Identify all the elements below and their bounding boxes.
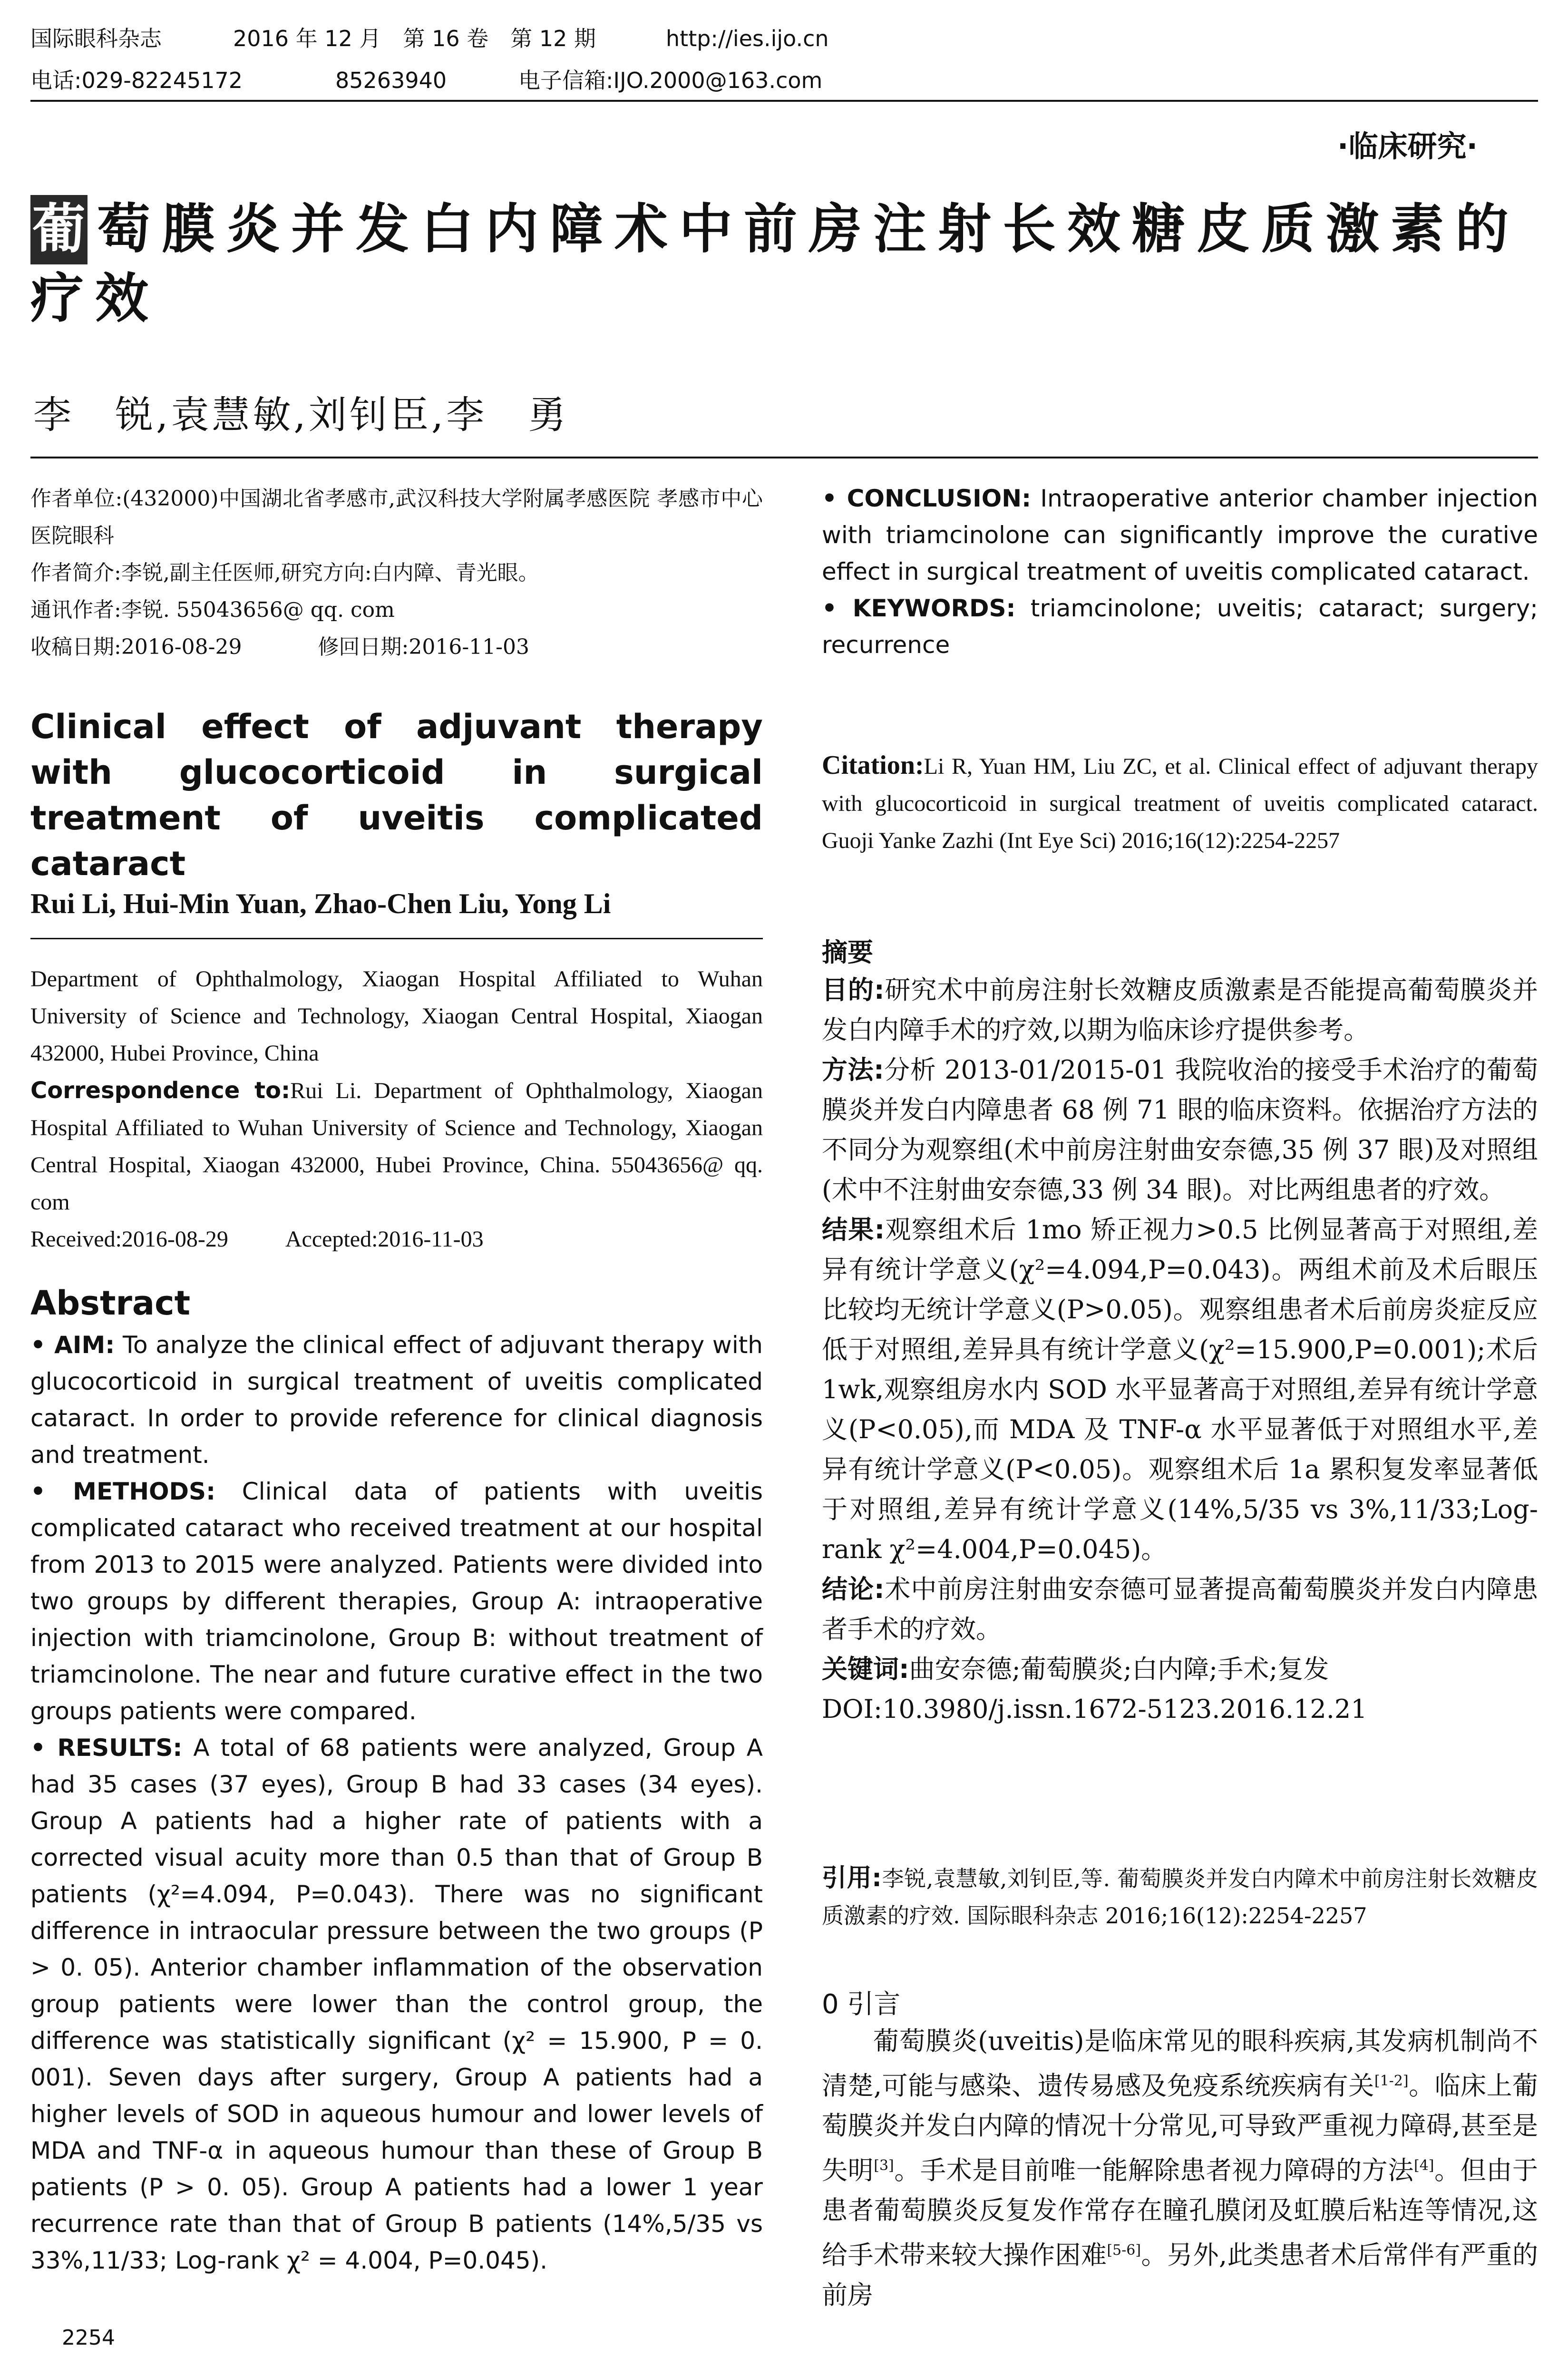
methods-text: Clinical data of patients with uveitis complicated cataract who received treatment at our hospital from 2013 to 2015 were analyzed. Patients were divided into two groups by different therapies, Group A: intraoperative injection with triamcinolone, Group B: without treatment of triamcinolone. The near and future curative effect in the two groups patients were compared. — [30, 1478, 763, 1725]
zh-methods-text: 分析 2013-01/2015-01 我院收治的接受手术治疗的葡萄膜炎并发白内障患者 68 例 71 眼的临床资料。依据治疗方法的不同分为观察组(术中前房注射曲安奈德,35 例 37 眼)及对照组(术中不注射曲安奈德,33 例 34 眼)。对比两组患者的疗效。 — [822, 1055, 1538, 1205]
aim-label: • AIM: — [30, 1331, 115, 1359]
english-authors: Rui Li, Hui-Min Yuan, Zhao-Chen Liu, Yong Li — [30, 888, 611, 919]
results-text: A total of 68 patients were analyzed, Group A had 35 cases (37 eyes), Group B had 33 cases (34 eyes). Group A patients had a higher rate of patients with a corrected visual acuity more than 0.5 than that of Group B patients (χ²=4.094, P=0.043). There was no significant difference in intraocular pressure between the two groups (P > 0. 05). Anterior chamber inflammation of the observation group patients were lower than the control group, the difference was statistically significant (χ² = 15.900, P = 0. 001). Seven days after surgery, Group A patients had a higher levels of SOD in aqueous humour and lower levels of MDA and TNF-α in aqueous humour than these of Group B patients (P > 0. 05). Group A patients had a lower 1 year recurrence rate than that of Group B patients (14%,5/35 vs 33%,11/33; Log-rank χ² = 4.004, P=0.045). — [30, 1734, 763, 2274]
cite-zh-text: 李锐,袁慧敏,刘钊臣,等. 葡萄膜炎并发白内障术中前房注射长效糖皮质激素的疗效. 国际眼科杂志 2016;16(12):2254-2257 — [822, 1866, 1538, 1929]
intro-text-5: 。另外,此类患者术后常伴有严重的前房 — [822, 2240, 1538, 2310]
phone: 电话:029-82245172 — [30, 68, 243, 93]
zh-results-text: 观察组术后 1mo 矫正视力>0.5 比例显著高于对照组,差异有统计学意义(χ²=4.094,P=0.043)。两组术前及术后眼压比较均无统计学意义(P>0.05)。观察组患者术后前房炎症反应低于对照组,差异具有统计学意义(χ²=15.900,P=0.001);术后 1wk,观察组房水内 SOD 水平显著高于对照组,差异有统计学意义(P<0.05),而 MDA 及 TNF-α 水平显著低于对照组水平,差异有统计学意义(P<0.05)。观察组术后 1a 累积复发率显著低于对照组,差异有统计学意义(14%,5/35 vs 3%,11/33;Log-rank χ²=4.004,P=0.045)。 — [822, 1215, 1538, 1564]
cite-zh-label: 引用: — [822, 1864, 882, 1892]
ref-1[interactable]: [1-2] — [1374, 2073, 1409, 2089]
intro-text-4: 。但由于患者葡萄膜炎反复发作常存在瞳孔膜闭及虹膜后粘连等情况,这给手术带来较大操作困难 — [822, 2155, 1539, 2270]
zh-conclusion-text: 术中前房注射曲安奈德可显著提高葡萄膜炎并发白内障患者手术的疗效。 — [822, 1574, 1538, 1644]
title-first-char: 葡 — [30, 195, 88, 264]
ref-2[interactable]: [3] — [874, 2157, 894, 2174]
doi: DOI:10.3980/j.issn.1672-5123.2016.12.21 — [822, 1694, 1367, 1724]
abstract-heading: Abstract — [30, 1284, 191, 1323]
zh-methods-label: 方法: — [822, 1055, 884, 1085]
results-label: • RESULTS: — [30, 1734, 183, 1762]
zh-aim-text: 研究术中前房注射长效糖皮质激素是否能提高葡萄膜炎并发白内障手术的疗效,以期为临床诊疗提供参考。 — [822, 975, 1538, 1045]
zh-keywords-text: 曲安奈德;葡萄膜炎;白内障;手术;复发 — [909, 1654, 1329, 1684]
aim-text: To analyze the clinical effect of adjuvant therapy with glucocorticoid in surgical treatment of uveitis complicated cataract. In order to provide reference for clinical diagnosis and treatment. — [30, 1331, 763, 1469]
english-affiliation — [30, 961, 763, 1258]
journal-email: 电子信箱:IJO.2000@163.com — [518, 68, 823, 93]
zh-aim-label: 目的: — [822, 975, 885, 1005]
page-title — [30, 195, 1538, 333]
intro-text-1: 葡萄膜炎(uveitis)是临床常见的眼科疾病,其发病机制尚不清楚,可能与感染、遗传易感及免疫系统疾病有关 — [822, 2026, 1538, 2101]
abstract-body-cont — [822, 480, 1538, 663]
corr-text: Rui Li. Department of Ophthalmology, Xiaogan Hospital Affiliated to Wuhan University of Science and Technology, Xiaogan Central Hospital, Xiaogan 432000, Hubei Province, China. 55043656@ qq. com — [30, 1078, 763, 1215]
zh-results-label: 结果: — [822, 1215, 885, 1245]
header-rule — [30, 100, 1538, 102]
authors-en-rule — [30, 938, 763, 939]
zh-conclusion-label: 结论: — [822, 1574, 885, 1604]
page-number: 2254 — [62, 2326, 115, 2350]
intro-text-3: 。手术是目前唯一能解除患者视力障碍的方法 — [894, 2155, 1414, 2185]
intro-heading: 0 引言 — [822, 1989, 901, 2020]
author-bio: 作者简介:李锐,副主任医师,研究方向:白内障、青光眼。 — [30, 561, 539, 585]
corr-label: Correspondence to: — [30, 1077, 291, 1104]
affiliation-zh — [30, 480, 763, 666]
phone2: 85263940 — [335, 68, 447, 93]
journal-name: 国际眼科杂志 — [30, 26, 162, 51]
keywords-label: • KEYWORDS: — [822, 594, 1016, 622]
ref-3[interactable]: [4] — [1414, 2157, 1434, 2174]
zh-abstract-heading: 摘要 — [822, 937, 873, 967]
cite-zh — [822, 1860, 1538, 1934]
received-en: Received:2016-08-29 — [30, 1227, 228, 1252]
conclusion-label: • CONCLUSION: — [822, 485, 1032, 512]
accepted-en: Accepted:2016-11-03 — [285, 1227, 484, 1252]
citation — [822, 747, 1538, 859]
received-zh: 收稿日期:2016-08-29 — [30, 635, 242, 659]
zh-keywords-label: 关键词: — [822, 1654, 909, 1684]
ref-4[interactable]: [5-6] — [1107, 2242, 1141, 2259]
authors-zh: 李 锐,袁慧敏,刘钊臣,李 勇 — [33, 393, 569, 437]
journal-url[interactable]: http://ies.ijo.cn — [666, 26, 829, 51]
issue-info: 2016 年 12 月 第 16 卷 第 12 期 — [233, 26, 596, 51]
revised-zh: 修回日期:2016-11-03 — [318, 635, 530, 659]
corresponding-author: 通讯作者:李锐. 55043656@ qq. com — [30, 598, 395, 622]
zh-abstract-body — [822, 970, 1538, 1729]
english-title: Clinical effect of adjuvant therapy with glucocorticoid in surgical treatment of uveitis complicated cataract — [30, 707, 763, 883]
abstract-body — [30, 1327, 763, 2279]
citation-text: Li R, Yuan HM, Liu ZC, et al. Clinical effect of adjuvant therapy with glucocorticoid in surgical treatment of uveitis complicated cataract. Guoji Yanke Zazhi (Int Eye Sci) 2016;16(12):2254-2257 — [822, 754, 1538, 853]
english-dept: Department of Ophthalmology, Xiaogan Hospital Affiliated to Wuhan University of Science and Technology, Xiaogan Central Hospital, Xiaogan 432000, Hubei Province, China — [30, 966, 763, 1066]
citation-label: Citation: — [822, 750, 924, 780]
methods-label: • METHODS: — [30, 1478, 216, 1505]
intro-text-2: 。临床上葡萄膜炎并发白内障的情况十分常见,可导致严重视力障碍,甚至是失明 — [822, 2071, 1539, 2185]
conclusion-text: Intraoperative anterior chamber injection with triamcinolone can significantly improve the curative effect in surgical treatment of uveitis complicated cataract. — [822, 485, 1538, 585]
intro-paragraph — [822, 2021, 1538, 2315]
keywords-text: triamcinolone; uveitis; cataract; surgery; recurrence — [822, 594, 1538, 659]
affiliation-unit: 作者单位:(432000)中国湖北省孝感市,武汉科技大学附属孝感医院 孝感市中心医院眼科 — [30, 487, 763, 548]
section-tag: ·临床研究· — [1337, 129, 1478, 164]
authors-rule — [30, 457, 1538, 458]
title-rest: 萄膜炎并发白内障术中前房注射长效糖皮质激素的疗效 — [30, 198, 1520, 330]
